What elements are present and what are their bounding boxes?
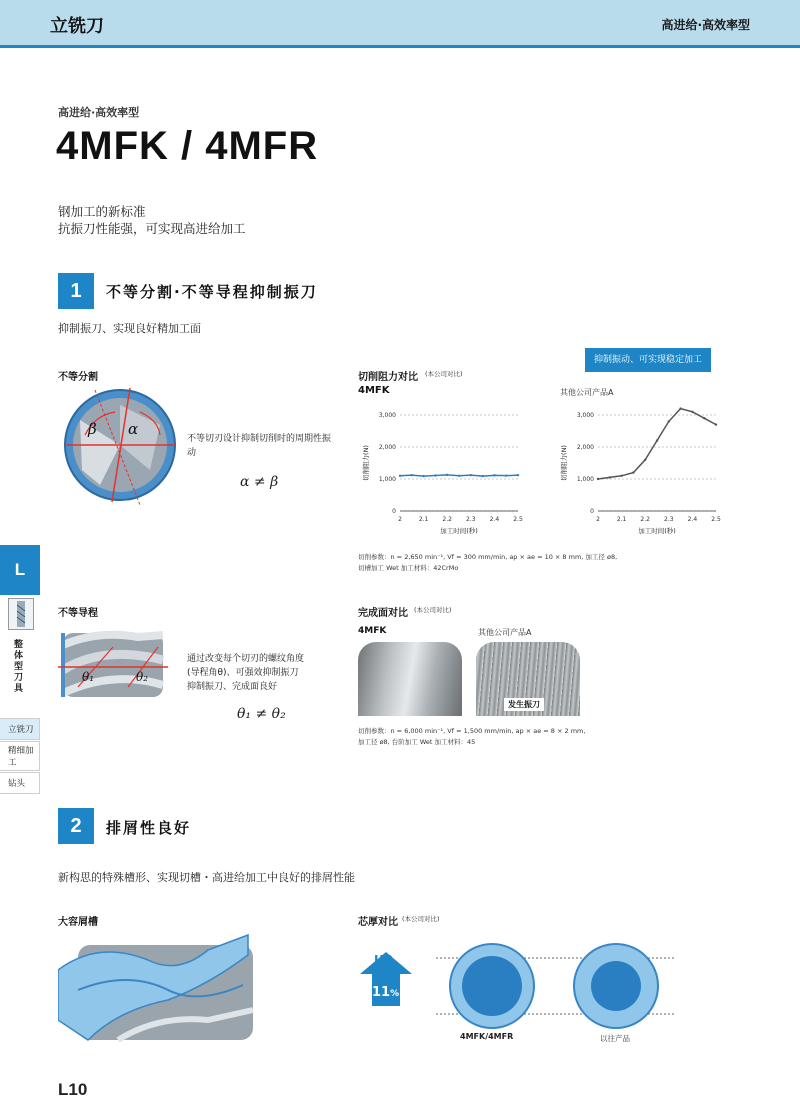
unequal-division-formula: α ≠ β xyxy=(240,474,279,490)
finish-photo-other xyxy=(476,642,580,716)
force-note: (本公司对比) xyxy=(425,370,463,378)
theta2-symbol: θ₂ xyxy=(136,670,149,684)
core-title: 芯厚对比 xyxy=(358,917,398,928)
hero-line-2: 抗振刀性能强，可实现高进给加工 xyxy=(58,221,246,236)
header-title: 立铣刀 xyxy=(50,16,104,37)
force-data-point xyxy=(458,475,460,477)
section-1-title: 不等分割·不等导程抑制振刀 xyxy=(106,283,318,301)
x-tick-label: 2.5 xyxy=(711,516,721,523)
large-flute-diagram xyxy=(58,930,258,1050)
finish-title: 完成面对比 xyxy=(358,608,408,619)
force-data-point xyxy=(632,471,634,473)
y-tick-label: 1,000 xyxy=(576,476,594,483)
y-axis-label: 切削阻力(N) xyxy=(560,445,568,481)
unequal-division-label: 不等分割 xyxy=(58,372,98,383)
x-tick-label: 2.2 xyxy=(442,516,452,523)
core-right-name: 以往产品 xyxy=(600,1034,630,1043)
large-flute-label: 大容屑槽 xyxy=(58,917,98,928)
force-left-name: 4MFK xyxy=(358,385,390,396)
unequal-division-desc: 不等切刃设计抑制切削时的周期性振动 xyxy=(187,434,332,458)
force-data-point xyxy=(656,439,658,441)
x-tick-label: 2.4 xyxy=(489,516,500,523)
finish-right-name: 其他公司产品A xyxy=(478,628,532,637)
alpha-symbol: α xyxy=(128,420,139,438)
y-tick-label: 3,000 xyxy=(576,412,594,419)
sidebar-tab-l[interactable]: L xyxy=(0,545,40,595)
hero-model: 4MFK / 4MFR xyxy=(56,124,319,168)
force-data-point xyxy=(505,474,507,476)
core-pct-unit: % xyxy=(390,989,400,999)
force-data-point xyxy=(411,474,413,476)
force-data-point xyxy=(493,474,495,476)
force-data-point xyxy=(644,459,646,461)
section-2-number: 2 xyxy=(58,808,94,844)
force-data-point xyxy=(715,423,717,425)
section-2-title: 排屑性良好 xyxy=(106,819,192,837)
force-title: 切削阻力对比 xyxy=(358,372,418,383)
x-tick-label: 2 xyxy=(596,516,600,523)
section-1-lead: 抑制振刀、实现良好精加工面 xyxy=(58,322,201,335)
endmill-thumbnail-icon xyxy=(8,598,34,630)
unequal-division-diagram xyxy=(30,380,180,510)
force-chart-other xyxy=(556,405,726,549)
force-series-line xyxy=(598,409,716,479)
y-tick-label: 3,000 xyxy=(378,412,396,419)
force-data-point xyxy=(679,407,681,409)
force-data-point xyxy=(597,478,599,480)
x-tick-label: 2.5 xyxy=(513,516,523,523)
finish-photo-4mfk xyxy=(358,642,462,716)
x-tick-label: 2.4 xyxy=(687,516,698,523)
section-2-lead: 新构思的特殊槽形、实现切槽・高进给加工中良好的排屑性能 xyxy=(58,871,355,884)
hero-subtitle: 高进给·高效率型 xyxy=(58,106,140,119)
stable-machining-badge: 抑制振动、可实现稳定加工 xyxy=(585,348,711,372)
x-axis-label: 加工时间(秒) xyxy=(440,527,478,535)
sidebar-item-finishing[interactable]: 精细加工 xyxy=(0,741,40,771)
y-tick-label: 0 xyxy=(590,508,594,515)
unequal-lead-label: 不等导程 xyxy=(58,608,98,619)
sidebar-item-drill[interactable]: 钻头 xyxy=(0,772,40,794)
y-tick-label: 2,000 xyxy=(576,444,594,451)
section-1-number: 1 xyxy=(58,273,94,309)
beta-symbol: β xyxy=(88,420,97,438)
x-tick-label: 2.3 xyxy=(664,516,674,523)
unequal-lead-desc-2: (导程角θ)、可强效抑制振刀 xyxy=(187,668,299,678)
x-axis-label: 加工时间(秒) xyxy=(638,527,676,535)
x-tick-label: 2.3 xyxy=(466,516,476,523)
sidebar-vertical-label: 整体型刀具 xyxy=(14,640,24,694)
force-data-point xyxy=(422,475,424,477)
header-category: 高进给·高效率型 xyxy=(661,18,750,32)
y-axis-label: 切削阻力(N) xyxy=(362,445,370,481)
finish-params-1: 切削参数：n = 6,000 min⁻¹, Vf = 1,500 mm/min, ap × ae = 8 × 2 mm, xyxy=(358,727,586,735)
force-data-point xyxy=(691,411,693,413)
page-number: L10 xyxy=(58,1080,88,1099)
force-data-point xyxy=(446,474,448,476)
x-tick-label: 2.1 xyxy=(616,516,627,523)
force-data-point xyxy=(434,474,436,476)
hero-line-1: 钢加工的新标准 xyxy=(58,204,146,219)
unequal-lead-desc-1: 通过改变每个切刃的螺纹角度 xyxy=(187,654,305,664)
force-data-point xyxy=(703,417,705,419)
top-header-bar xyxy=(0,0,800,48)
unequal-lead-diagram xyxy=(58,625,168,705)
core-comparison-diagram xyxy=(436,940,676,1030)
finish-note: (本公司对比) xyxy=(414,606,452,614)
up-label: UP xyxy=(374,953,393,967)
unequal-lead-desc-3: 抑制振刀、完成面良好 xyxy=(187,682,278,692)
sidebar-item-endmill[interactable]: 立铣刀 xyxy=(0,718,40,740)
core-left-name: 4MFK/4MFR xyxy=(460,1032,514,1041)
core-pct xyxy=(372,985,399,1000)
force-data-point xyxy=(517,474,519,476)
y-tick-label: 0 xyxy=(392,508,396,515)
force-chart-4mfk xyxy=(358,405,528,549)
force-data-point xyxy=(399,475,401,477)
force-data-point xyxy=(481,475,483,477)
core-note: (本公司对比) xyxy=(402,915,440,923)
finish-left-name: 4MFK xyxy=(358,626,387,636)
y-tick-label: 1,000 xyxy=(378,476,396,483)
x-tick-label: 2.1 xyxy=(418,516,429,523)
y-tick-label: 2,000 xyxy=(378,444,396,451)
chatter-label: 发生振刀 xyxy=(504,698,544,711)
force-data-point xyxy=(609,476,611,478)
x-tick-label: 2 xyxy=(398,516,402,523)
force-data-point xyxy=(668,420,670,422)
core-pct-value: 11 xyxy=(372,985,391,1000)
force-data-point xyxy=(470,474,472,476)
force-data-point xyxy=(620,475,622,477)
force-params-2: 切槽加工 Wet 加工材料：42CrMo xyxy=(358,564,459,572)
unequal-lead-formula: θ₁ ≠ θ₂ xyxy=(237,706,286,722)
x-tick-label: 2.2 xyxy=(640,516,650,523)
force-params-1: 切削参数：n = 2,650 min⁻¹, Vf = 300 mm/min, ap × ae = 10 × 8 mm, 加工径 ø8, xyxy=(358,553,618,561)
theta1-symbol: θ₁ xyxy=(82,670,95,684)
force-right-name: 其他公司产品A xyxy=(560,388,614,397)
finish-params-2: 加工径 ø8, 台阶加工 Wet 加工材料：45 xyxy=(358,738,476,746)
